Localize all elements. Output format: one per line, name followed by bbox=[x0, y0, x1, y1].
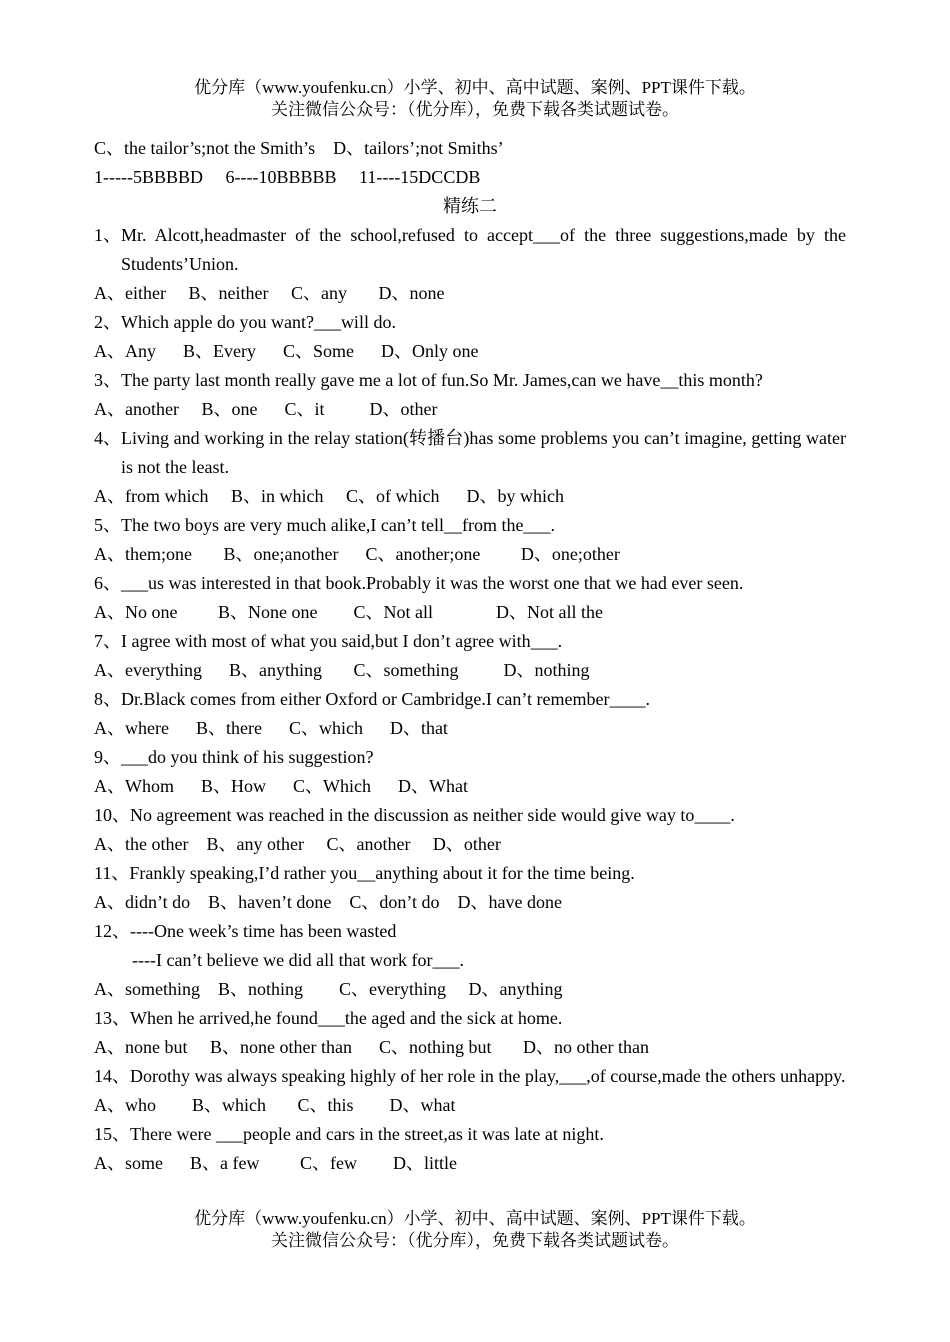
question-text: I agree with most of what you said,but I don’t agree with___. bbox=[121, 631, 563, 651]
question-item bbox=[94, 511, 846, 569]
question-text: Living and working in the relay station(转播台)has some problems you can’t imagine, getting water is not the least. bbox=[121, 428, 846, 477]
question-stem bbox=[94, 627, 846, 656]
question-text: The two boys are very much alike,I can’t tell__from the___. bbox=[121, 515, 556, 535]
question-text: There were ___people and cars in the street,as it was late at night. bbox=[130, 1124, 604, 1144]
question-options: A、who B、which C、this D、what bbox=[94, 1095, 456, 1115]
question-text: ___us was interested in that book.Probably it was the worst one that we had ever seen. bbox=[121, 573, 744, 593]
question-options: A、everything B、anything C、something D、nothing bbox=[94, 660, 590, 680]
footer-line-2: 关注微信公众号：（优分库），免费下载各类试题试卷。 bbox=[271, 1231, 679, 1250]
question-options: A、some B、a few C、few D、little bbox=[94, 1153, 457, 1173]
question-number: 4、 bbox=[94, 428, 121, 448]
question-text: When he arrived,he found___the aged and the sick at home. bbox=[130, 1008, 563, 1028]
question-stem bbox=[94, 366, 846, 395]
header-line-1: 优分库（www.youfenku.cn）小学、初中、高中试题、案例、PPT课件下载。 bbox=[194, 78, 756, 97]
question-text: Dorothy was always speaking highly of her role in the play,___,of course,made the others unhappy. bbox=[130, 1066, 846, 1086]
question-item bbox=[94, 1062, 846, 1120]
question-text: Which apple do you want?___will do. bbox=[121, 312, 396, 332]
answer-key: 1-----5BBBBD 6----10BBBBB 11----15DCCDB bbox=[94, 167, 481, 187]
question-item bbox=[94, 366, 846, 424]
question-stem bbox=[94, 569, 846, 598]
question-text: ----One week’s time has been wasted bbox=[130, 921, 397, 941]
question-text: ___do you think of his suggestion? bbox=[121, 747, 374, 767]
question-item bbox=[94, 1004, 846, 1062]
question-number: 1、 bbox=[94, 225, 121, 245]
question-stem bbox=[94, 1004, 846, 1033]
question-stem bbox=[94, 743, 846, 772]
question-stem bbox=[94, 859, 846, 888]
question-number: 9、 bbox=[94, 747, 121, 767]
question-number: 14、 bbox=[94, 1066, 130, 1086]
question-stem bbox=[94, 685, 846, 714]
question-stem bbox=[94, 917, 846, 946]
question-text: No agreement was reached in the discussion as neither side would give way to____. bbox=[130, 805, 735, 825]
question-options: A、none but B、none other than C、nothing but D、no other than bbox=[94, 1037, 649, 1057]
question-options: A、either B、neither C、any D、none bbox=[94, 283, 445, 303]
page-footer bbox=[0, 1208, 950, 1252]
question-number: 2、 bbox=[94, 312, 121, 332]
question-options: A、didn’t do B、haven’t done C、don’t do D、have done bbox=[94, 892, 562, 912]
question-options: A、something B、nothing C、everything D、anything bbox=[94, 979, 563, 999]
question-options: A、from which B、in which C、of which D、by which bbox=[94, 486, 564, 506]
question-item bbox=[94, 685, 846, 743]
question-options: A、Any B、Every C、Some D、Only one bbox=[94, 341, 479, 361]
question-options: A、the other B、any other C、another D、other bbox=[94, 834, 501, 854]
question-stem bbox=[94, 1062, 846, 1091]
question-item bbox=[94, 221, 846, 308]
question-stem bbox=[94, 511, 846, 540]
question-text: Mr. Alcott,headmaster of the school,refused to accept___of the three suggestions,made by the Students’Union. bbox=[121, 225, 846, 274]
question-text: Frankly speaking,I’d rather you__anything about it for the time being. bbox=[129, 863, 635, 883]
footer-line-1: 优分库（www.youfenku.cn）小学、初中、高中试题、案例、PPT课件下载。 bbox=[194, 1209, 756, 1228]
question-item bbox=[94, 627, 846, 685]
question-item bbox=[94, 424, 846, 511]
question-stem bbox=[94, 308, 846, 337]
question-number: 10、 bbox=[94, 805, 130, 825]
question-item bbox=[94, 801, 846, 859]
question-options: A、them;one B、one;another C、another;one D、one;other bbox=[94, 544, 620, 564]
question-options: A、Whom B、How C、Which D、What bbox=[94, 776, 468, 796]
question-item bbox=[94, 1120, 846, 1178]
question-subline: ----I can’t believe we did all that work for___. bbox=[132, 950, 465, 970]
question-options: A、another B、one C、it D、other bbox=[94, 399, 438, 419]
question-options: A、No one B、None one C、Not all D、Not all the bbox=[94, 602, 603, 622]
question-item bbox=[94, 859, 846, 917]
question-number: 7、 bbox=[94, 631, 121, 651]
question-number: 3、 bbox=[94, 370, 121, 390]
question-item bbox=[94, 917, 846, 1004]
question-number: 13、 bbox=[94, 1008, 130, 1028]
question-stem bbox=[94, 424, 846, 482]
prev-options-cd: C、the tailor’s;not the Smith’s D、tailors’;not Smiths’ bbox=[94, 138, 504, 158]
question-options: A、where B、there C、which D、that bbox=[94, 718, 448, 738]
question-text: Dr.Black comes from either Oxford or Cambridge.I can’t remember____. bbox=[121, 689, 650, 709]
question-item bbox=[94, 743, 846, 801]
question-number: 11、 bbox=[94, 863, 130, 883]
question-item bbox=[94, 308, 846, 366]
question-text: The party last month really gave me a lot of fun.So Mr. James,can we have__this month? bbox=[121, 370, 763, 390]
header-line-2: 关注微信公众号：（优分库），免费下载各类试题试卷。 bbox=[271, 100, 679, 119]
question-number: 5、 bbox=[94, 515, 121, 535]
question-number: 12、 bbox=[94, 921, 130, 941]
question-number: 6、 bbox=[94, 573, 121, 593]
page-header bbox=[0, 77, 950, 121]
section-title: 精练二 bbox=[443, 196, 497, 216]
question-stem bbox=[94, 1120, 846, 1149]
question-stem bbox=[94, 801, 846, 830]
question-item bbox=[94, 569, 846, 627]
document-body bbox=[94, 134, 846, 1178]
question-stem bbox=[94, 221, 846, 279]
question-number: 15、 bbox=[94, 1124, 130, 1144]
question-list bbox=[94, 221, 846, 1178]
question-number: 8、 bbox=[94, 689, 121, 709]
